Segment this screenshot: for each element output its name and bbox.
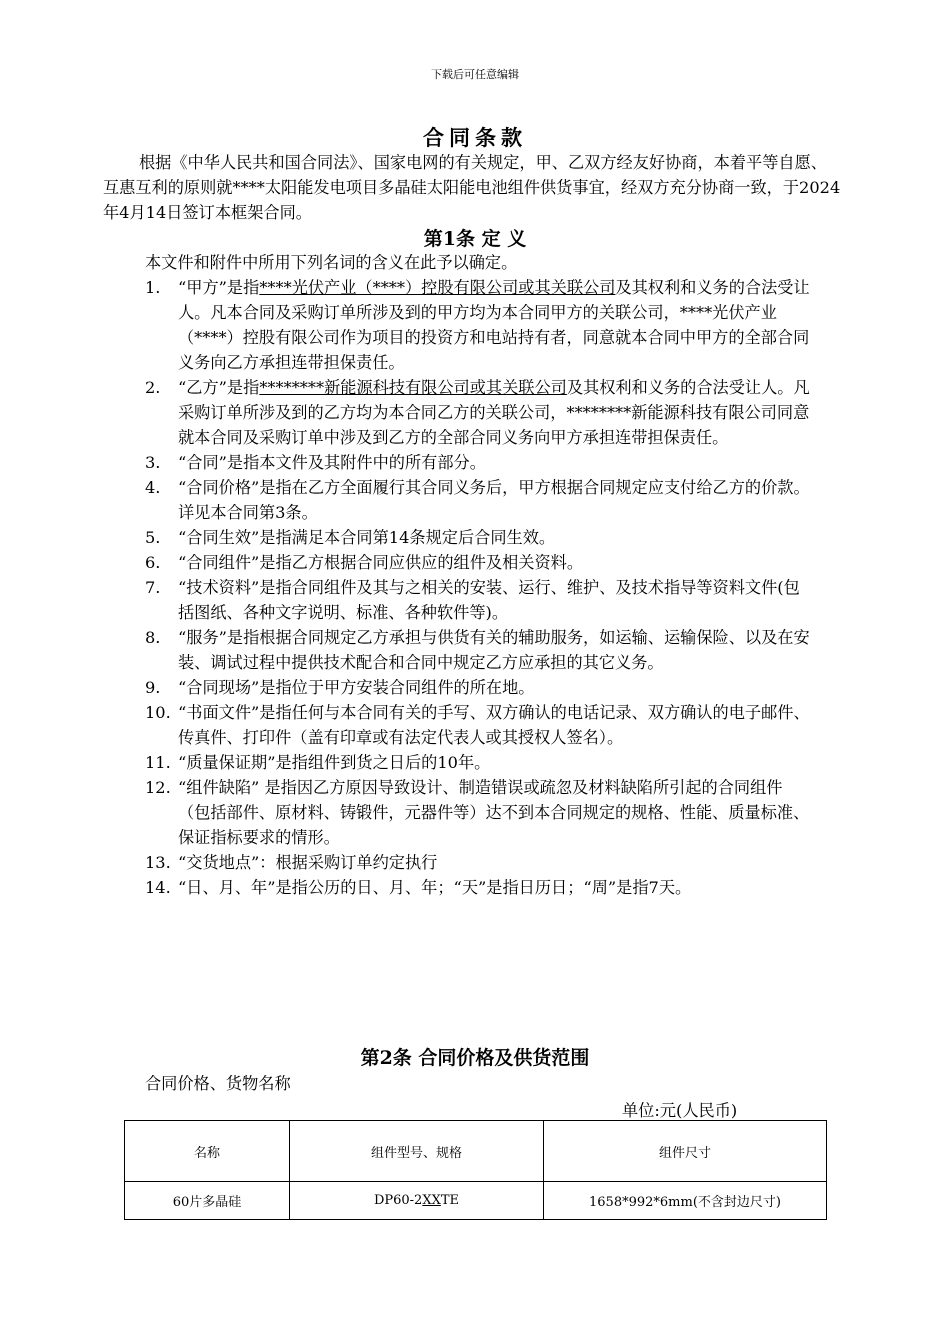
list-item-text-pre: “甲方”是指 <box>178 278 260 297</box>
list-item-text-ul: ********新能源科技有限公司或其关联公司 <box>259 378 567 397</box>
list-item-text-pre: “书面文件”是指任何与本合同有关的手写、双方确认的电话记录、双方确认的电子邮件、传真件、打印件（盖有印章或有法定代表人或其授权人签名）。 <box>178 703 810 747</box>
article-2-heading: 第2条 合同价格及供货范围 <box>360 1047 590 1069</box>
list-item <box>145 475 810 525</box>
list-item-text <box>178 775 810 850</box>
list-item <box>145 775 810 850</box>
list-item-text-pre: “服务”是指根据合同规定乙方承担与供货有关的辅助服务，如运输、运输保险、以及在安装、调试过程中提供技术配合和合同中规定乙方应承担的其它义务。 <box>178 628 810 672</box>
list-item-number: 10. <box>145 703 171 722</box>
list-item-number: 6. <box>145 553 161 572</box>
table-header-cell: 名称 <box>125 1121 290 1182</box>
table-row <box>125 1182 827 1220</box>
list-item-text-post: 及其权利和义务的合法受让人。凡采购订单所涉及到的乙方均为本合同乙方的关联公司，********新能源科技有限公司同意就本合同及采购订单中涉及到乙方的全部合同义务向甲方承担连带担保责任。 <box>178 378 810 447</box>
list-item-text <box>178 625 810 675</box>
list-item <box>145 750 810 775</box>
list-item-number: 8. <box>145 628 161 647</box>
list-item <box>145 875 810 900</box>
definitions-list <box>145 275 810 900</box>
list-item-text-pre: “乙方”是指 <box>178 378 260 397</box>
list-item-text-pre: “质量保证期”是指组件到货之日后的10年。 <box>178 753 491 772</box>
intro-paragraph: 根据《中华人民共和国合同法》、国家电网的有关规定，甲、乙双方经友好协商，本着平等自愿、互惠互利的原则就****太阳能发电项目多晶硅太阳能电池组件供货事宜，经双方充分协商一致，于2024年4月14日签订本框架合同。 <box>103 153 841 222</box>
list-item-text-ul: ****光伏产业（****）控股有限公司或其关联公司 <box>259 278 616 297</box>
list-item <box>145 375 810 450</box>
list-item-text-pre: “日、月、年”是指公历的日、月、年；“天”是指日历日；“周”是指7天。 <box>178 878 692 897</box>
list-item-text <box>178 675 810 700</box>
list-item-text-post: 及其权利和义务的合法受让人。凡本合同及采购订单所涉及到的甲方均为本合同甲方的关联公司，****光伏产业（****）控股有限公司作为项目的投资方和电站持有者，同意就本合同中甲方的全部合同义务向乙方承担连带担保责任。 <box>178 278 810 372</box>
list-item-text-pre: “组件缺陷” 是指因乙方原因导致设计、制造错误或疏忽及材料缺陷所引起的合同组件（包括部件、原材料、铸锻件，元器件等）达不到本合同规定的规格、性能、质量标准、保证指标要求的情形。 <box>178 778 810 847</box>
list-item-number: 9. <box>145 678 161 697</box>
list-item-text <box>178 750 810 775</box>
article-1-heading: 第1条 定 义 <box>423 228 527 250</box>
list-item <box>145 675 810 700</box>
page-header: 下载后可任意编辑 <box>431 68 519 81</box>
table-header-row <box>125 1121 827 1182</box>
list-item-text-pre: “合同组件”是指乙方根据合同应供应的组件及相关资料。 <box>178 553 584 572</box>
list-item-number: 1. <box>145 278 161 297</box>
list-item-text <box>178 525 810 550</box>
list-item-text-pre: “合同价格”是指在乙方全面履行其合同义务后，甲方根据合同规定应支付给乙方的价款。详见本合同第3条。 <box>178 478 810 522</box>
list-item-text-pre: “交货地点”：根据采购订单约定执行 <box>178 853 438 872</box>
list-item-text-pre: “技术资料”是指合同组件及其与之相关的安装、运行、维护、及技术指导等资料文件(包括图纸、各种文字说明、标准、各种软件等)。 <box>178 578 800 622</box>
model-suffix: TE <box>440 1193 460 1208</box>
list-item-text <box>178 575 810 625</box>
table-header-cell: 组件型号、规格 <box>290 1121 544 1182</box>
list-item-text <box>178 850 810 875</box>
list-item <box>145 700 810 750</box>
table-header-cell: 组件尺寸 <box>544 1121 827 1182</box>
list-item-number: 2. <box>145 378 161 397</box>
list-item-text <box>178 700 810 750</box>
price-subheading: 合同价格、货物名称 <box>145 1074 291 1093</box>
list-item <box>145 575 810 625</box>
list-item-number: 11. <box>145 753 171 772</box>
model-prefix: DP60-2 <box>373 1193 423 1208</box>
definitions-intro: 本文件和附件中所用下列名词的含义在此予以确定。 <box>145 253 518 272</box>
list-item-number: 3. <box>145 453 161 472</box>
model-placeholder: XX <box>422 1193 441 1208</box>
list-item-text-pre: “合同现场”是指位于甲方安装合同组件的所在地。 <box>178 678 535 697</box>
list-item-text <box>178 475 810 525</box>
list-item-text <box>178 450 810 475</box>
list-item-text <box>178 375 810 450</box>
list-item <box>145 625 810 675</box>
list-item-text <box>178 875 810 900</box>
list-item-number: 12. <box>145 778 171 797</box>
list-item-number: 14. <box>145 878 171 897</box>
list-item <box>145 525 810 550</box>
document-title: 合同条款 <box>423 125 527 150</box>
table-cell-name: 60片多晶硅 <box>125 1182 290 1220</box>
currency-unit: 单位:元(人民币) <box>622 1101 738 1120</box>
list-item-text <box>178 550 810 575</box>
list-item-text <box>178 275 810 375</box>
list-item-number: 5. <box>145 528 161 547</box>
list-item-number: 7. <box>145 578 161 597</box>
list-item <box>145 275 810 375</box>
list-item <box>145 850 810 875</box>
table-cell-model <box>290 1182 544 1220</box>
list-item-text-pre: “合同”是指本文件及其附件中的所有部分。 <box>178 453 486 472</box>
list-item-number: 13. <box>145 853 171 872</box>
list-item-text-pre: “合同生效”是指满足本合同第14条规定后合同生效。 <box>178 528 556 547</box>
table-cell-size: 1658*992*6mm(不含封边尺寸) <box>544 1182 827 1220</box>
list-item <box>145 450 810 475</box>
list-item <box>145 550 810 575</box>
list-item-number: 4. <box>145 478 161 497</box>
price-table <box>124 1120 827 1220</box>
